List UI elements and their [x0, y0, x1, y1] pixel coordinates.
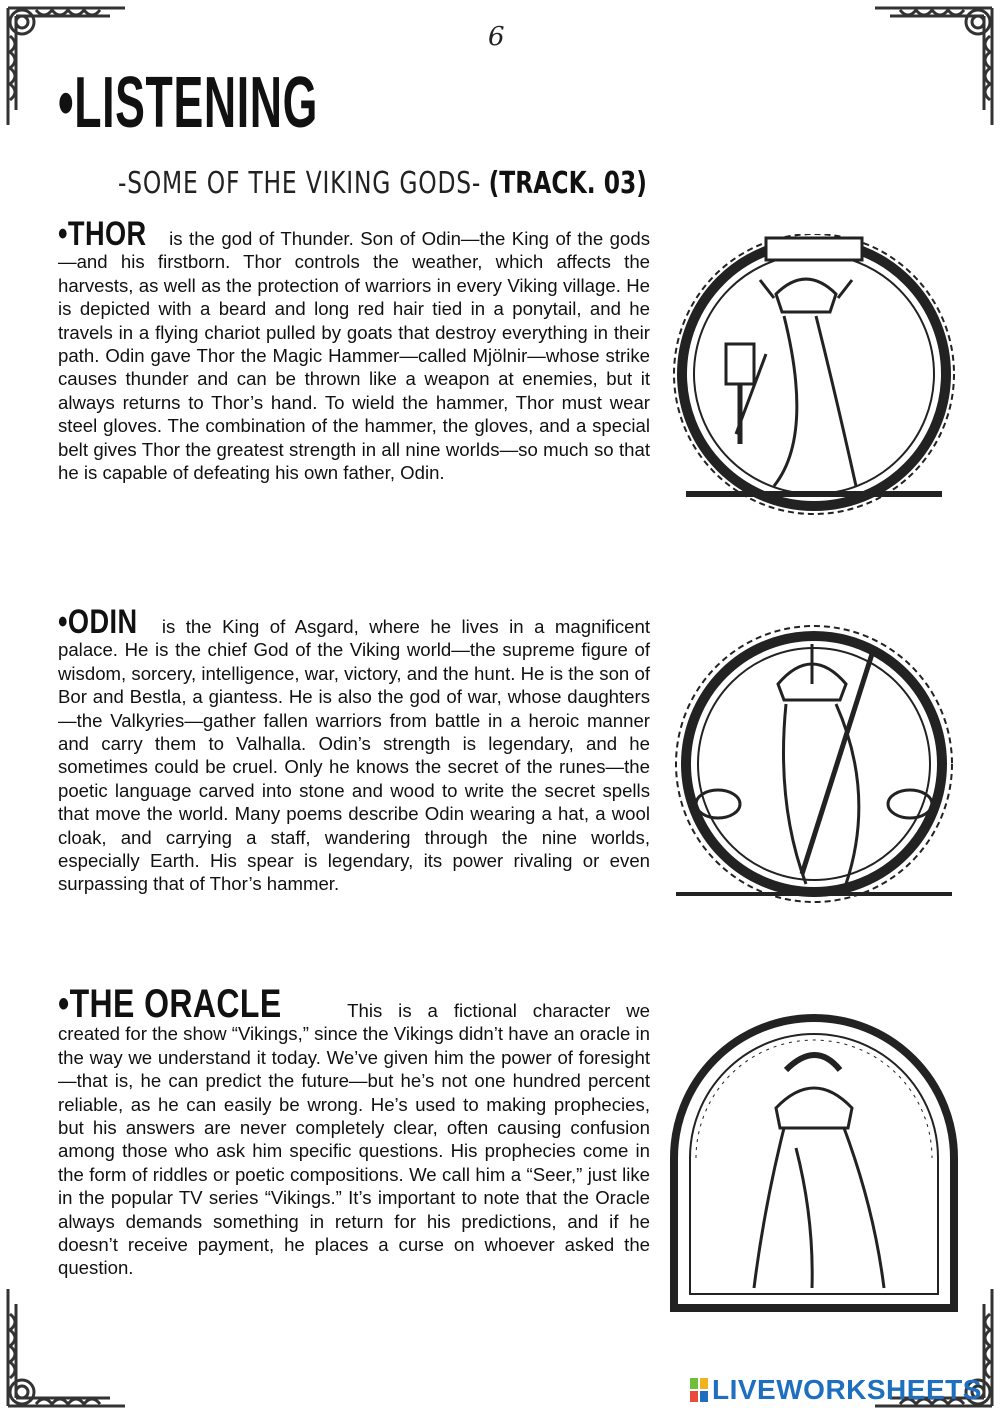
track-label: (TRACK. 03) — [488, 166, 647, 201]
watermark-text: LIVEWORKSHEETS — [712, 1374, 982, 1405]
section-thor — [58, 215, 650, 484]
page-title: •LISTENING — [58, 63, 318, 143]
section-oracle — [58, 982, 650, 1280]
section-odin — [58, 603, 650, 896]
section-text-oracle: This is a fictional character we created for the show “Vikings,” since the Vikings didn’t have an oracle in the way we understand it today. We’ve given him the power of foresight—that is, he can predict the future—but he’s not one hundred percent reliable, as he can easily be wrong. He’s used to making prophecies, but his answers are never completely clear, often causing confusion among those who ask him specific questions. His prophecies come in the form of riddles or poetic compositions. We call him a “Seer,” just like in the popular TV series “Vikings.” It’s important to note that the Oracle always demands something in return for his predictions, and if he doesn’t receive payment, he places a curse on whoever asked the question. — [58, 1000, 650, 1279]
section-heading-thor: •THOR — [58, 215, 147, 253]
section-heading-odin: •ODIN — [58, 603, 138, 641]
section-heading-oracle: •THE ORACLE — [58, 982, 282, 1026]
celtic-corner-top-right-icon — [870, 0, 1000, 130]
thor-portrait-image — [666, 234, 962, 524]
liveworksheets-watermark — [690, 1374, 982, 1406]
liveworksheets-logo-icon — [690, 1378, 708, 1402]
oracle-portrait-image — [666, 1008, 962, 1312]
page-number: 6 — [488, 22, 505, 52]
section-text-thor: is the god of Thunder. Son of Odin—the King of the gods—and his firstborn. Thor controls the weather, which affects the harvests, as well as the protection of warriors in every Viking village. He is depicted with a beard and long red hair tied in a ponytail, and he travels in a flying chariot pulled by goats that destroy everything in their path. Odin gave Thor the Magic Hammer—called Mjölnir—whose strike causes thunder and can be thrown like a weapon at enemies, but it always returns to Thor’s hand. To wield the hammer, Thor must wear steel gloves. The combination of the hammer, the gloves, and a special belt gives Thor the greatest strength in all nine worlds—so much so that he is capable of defeating his own father, Odin. — [58, 228, 650, 484]
section-text-odin: is the King of Asgard, where he lives in a magnificent palace. He is the chief God of the Viking world—the supreme figure of wisdom, sorcery, intelligence, war, victory, and the hunt. He is the son of Bor and Bestla, a giantess. He is also the god of war, whose daughters—the Valkyries—gather fallen warriors from battle in a heroic manner and carry them to Valhalla. Odin’s strength is legendary, and he sometimes could be cruel. Only he knows the secret of the runes—the poetic language carved into stone and wood to write the secret spells that move the world. Many poems describe Odin wearing a hat, a wool cloak, and carrying a staff, wandering through the nine worlds, especially Earth. His spear is legendary, its power rivaling or even surpassing that of Thor’s hammer. — [58, 616, 650, 895]
celtic-corner-bottom-left-icon — [0, 1284, 130, 1414]
odin-portrait-image — [666, 624, 962, 916]
subtitle — [118, 166, 647, 201]
subtitle-text: -SOME OF THE VIKING GODS- — [118, 166, 482, 201]
